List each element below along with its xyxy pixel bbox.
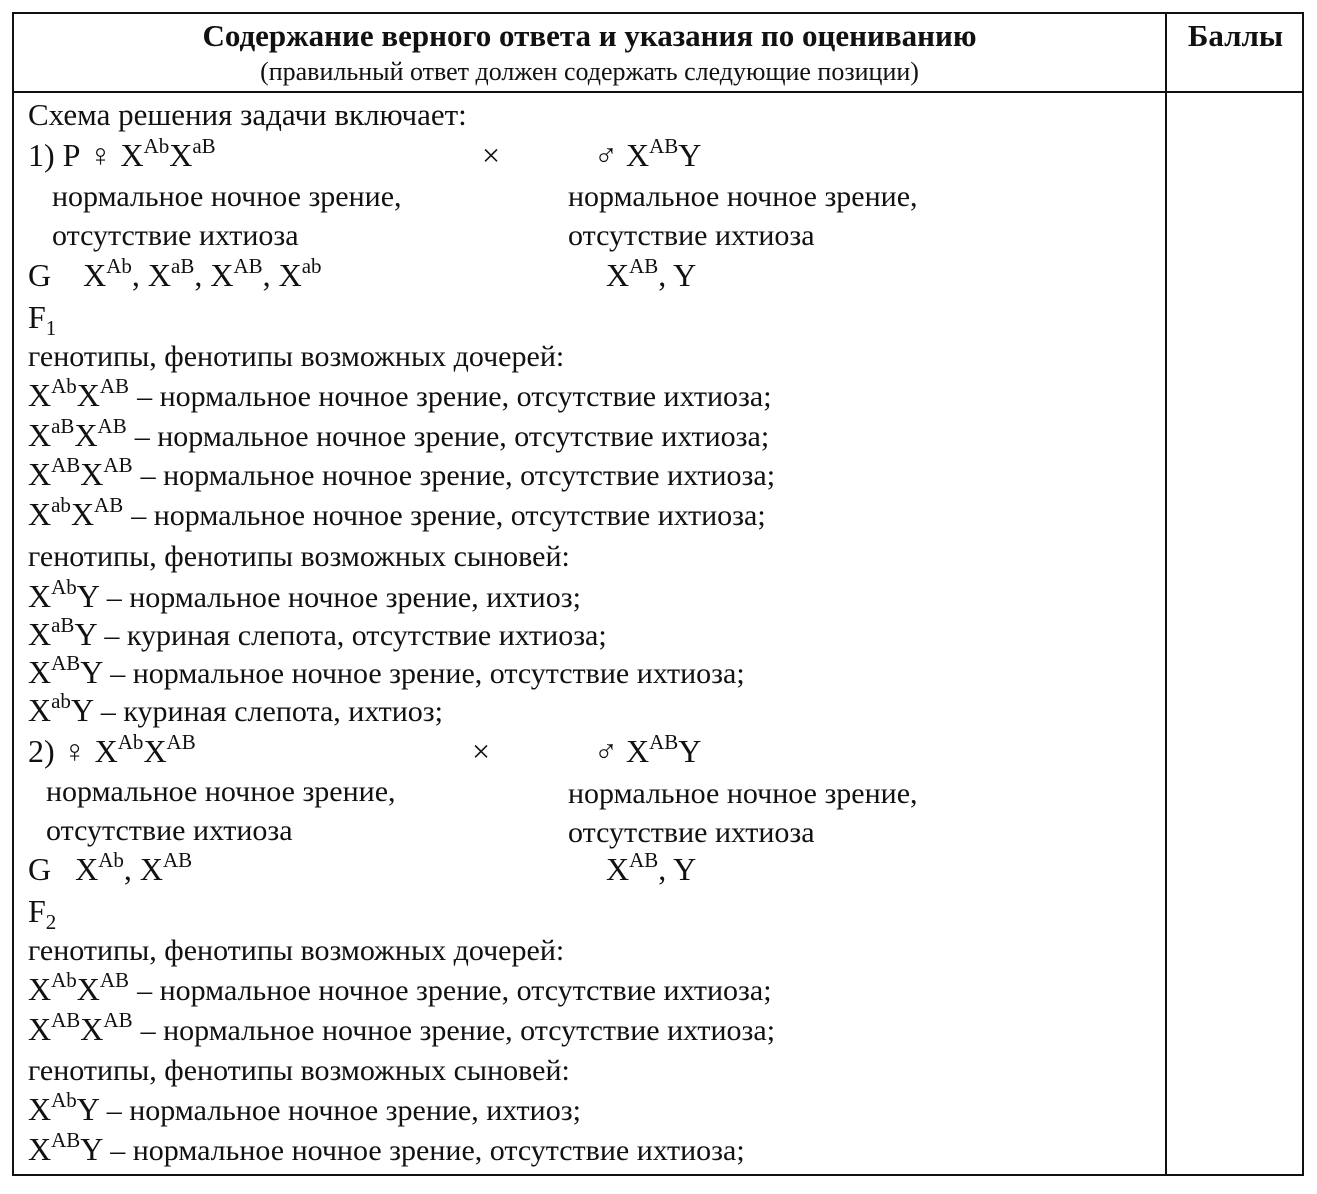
solution-cell: [14, 93, 1165, 1176]
cross2-gametes-male: $X^{AB}$, Y: [606, 848, 697, 887]
cross2-mother-phenotype-1: нормальное ночное зрение,: [46, 775, 396, 808]
cross2-mother-phenotype-2: отсутствие ихтиоза: [46, 814, 293, 847]
cross1-sons-heading: генотипы, фенотипы возможных сыновей:: [28, 540, 570, 573]
cross1-daughter-1: $X^{Ab}X^{AB}$ – нормальное ночное зрение, отсутствие ихтиоза;: [28, 374, 772, 413]
cross1-mother-phenotype-1: нормальное ночное зрение,: [52, 180, 402, 213]
cross1-gametes-female: G $X^{Ab}$, $X^{aB}$, $X^{AB}$, $X^{ab}$: [28, 254, 322, 293]
cross2-sons-heading: генотипы, фенотипы возможных сыновей:: [28, 1054, 570, 1087]
cross2-father-phenotype-2: отсутствие ихтиоза: [568, 816, 815, 849]
cross1-son-4: $X^{ab}Y$ – куриная слепота, ихтиоз;: [28, 689, 443, 728]
header-subtitle: (правильный ответ должен содержать следующие позиции): [260, 57, 919, 86]
cross1-daughter-4: $X^{ab}X^{AB}$ – нормальное ночное зрение, отсутствие ихтиоза;: [28, 493, 766, 532]
cross2-son-1: $X^{Ab}Y$ – нормальное ночное зрение, ихтиоз;: [28, 1088, 581, 1127]
intro-text: Схема решения задачи включает:: [28, 97, 467, 132]
cross2-daughter-2: $X^{AB}X^{AB}$ – нормальное ночное зрение, отсутствие ихтиоза;: [28, 1008, 776, 1047]
cross1-son-1: $X^{Ab}Y$ – нормальное ночное зрение, ихтиоз;: [28, 575, 581, 614]
cross2-parents-male: ♂ $X^{AB}Y$: [594, 730, 702, 769]
cross1-daughter-3: $X^{AB}X^{AB}$ – нормальное ночное зрение, отсутствие ихтиоза;: [28, 453, 776, 492]
cross1-father-phenotype-1: нормальное ночное зрение,: [568, 180, 918, 213]
cross2-daughters-heading: генотипы, фенотипы возможных дочерей:: [28, 934, 565, 967]
cross1-mother-phenotype-2: отсутствие ихтиоза: [52, 219, 299, 252]
cross1-daughters-heading: генотипы, фенотипы возможных дочерей:: [28, 340, 565, 373]
cross2-parents-female: 2) ♀ $X^{Ab}X^{AB}$: [28, 730, 196, 769]
cross2-cross-sign: ×: [472, 733, 491, 769]
male-sign-icon: ♂: [594, 137, 618, 173]
cross2-father-phenotype-1: нормальное ночное зрение,: [568, 777, 918, 810]
points-cell: [1167, 93, 1304, 1174]
cross2-gametes-female: G $X^{Ab}$, $X^{AB}$: [28, 848, 193, 887]
cross1-son-3: $X^{AB}Y$ – нормальное ночное зрение, отсутствие ихтиоза;: [28, 651, 745, 690]
points-column-header: Баллы: [1187, 18, 1284, 53]
answer-table: [12, 12, 1304, 1176]
cross1-gametes-male: $X^{AB}$, Y: [606, 254, 697, 293]
cross2-daughter-1: $X^{Ab}X^{AB}$ – нормальное ночное зрение, отсутствие ихтиоза;: [28, 968, 772, 1007]
female-sign-icon: ♀: [62, 733, 87, 769]
cross1-parents-male: ♂ $X^{AB}Y$: [594, 134, 702, 173]
header-title: Содержание верного ответа и указания по оцениванию: [202, 18, 977, 53]
cross1-parents-female: 1) Р ♀ $X^{Ab}X^{aB}$: [28, 134, 216, 173]
f1-label: $F_1$: [28, 299, 57, 340]
male-sign-icon: ♂: [594, 733, 618, 769]
cross1-cross-sign: ×: [482, 137, 501, 173]
female-sign-icon: ♀: [88, 137, 113, 173]
f2-label: $F_2$: [28, 893, 57, 934]
cross1-father-phenotype-2: отсутствие ихтиоза: [568, 219, 815, 252]
cross2-son-2: $X^{AB}Y$ – нормальное ночное зрение, отсутствие ихтиоза;: [28, 1128, 745, 1167]
cross1-daughter-2: $X^{aB}X^{AB}$ – нормальное ночное зрение, отсутствие ихтиоза;: [28, 414, 770, 453]
cross1-son-2: $X^{aB}Y$ – куриная слепота, отсутствие ихтиоза;: [28, 613, 607, 652]
